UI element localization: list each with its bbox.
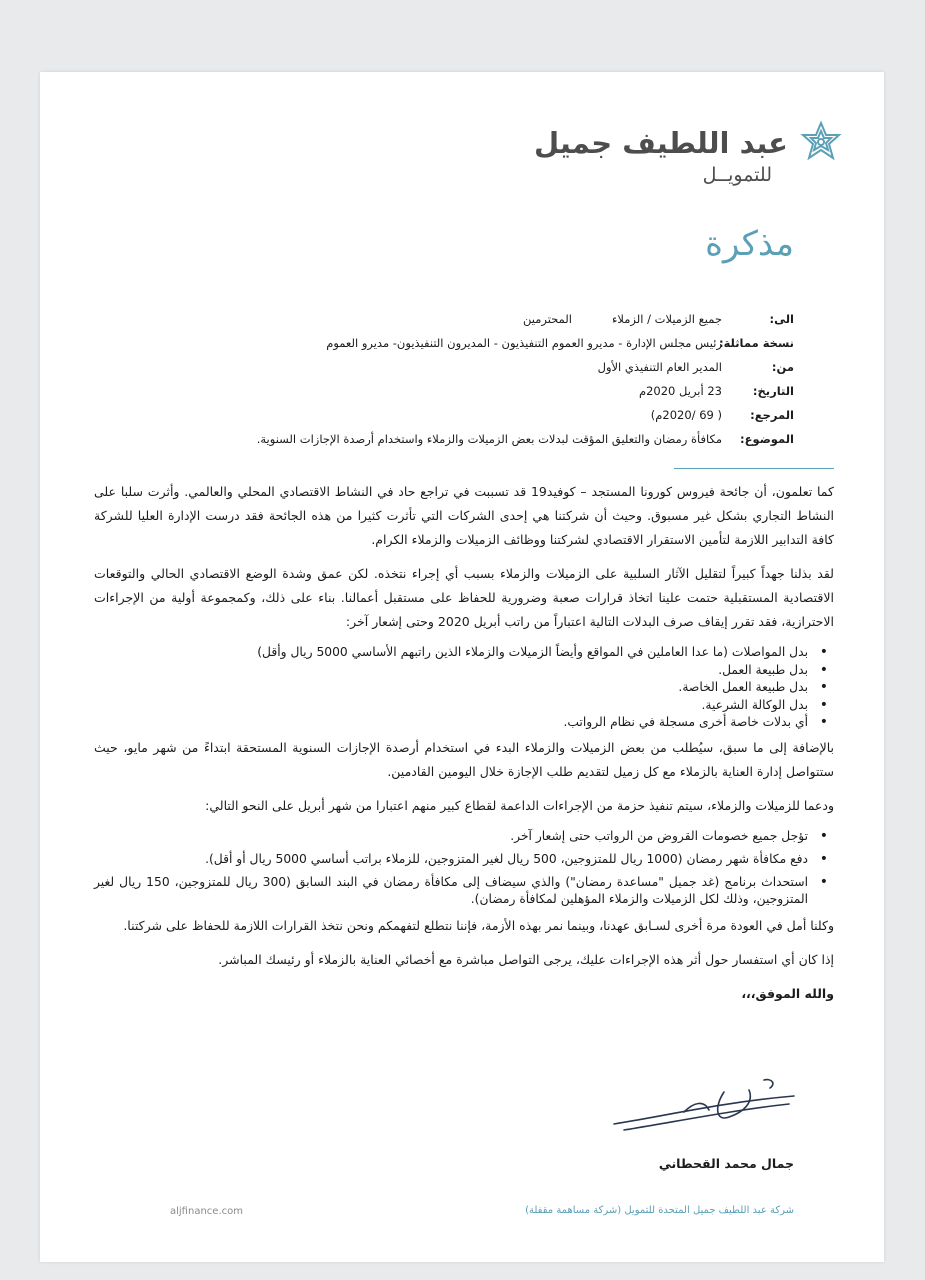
- brand-subtitle: للتمويــل: [702, 164, 772, 186]
- geometric-star-logo-icon: [798, 120, 844, 166]
- list-item: • تؤجل جميع خصومات القروض من الرواتب حتى إشعار آخر.: [94, 828, 808, 845]
- field-to-honorific: المحترمين: [522, 312, 572, 326]
- list-item: • بدل طبيعة العمل.: [94, 662, 808, 680]
- field-from-value: المدير العام التنفيذي الأول: [597, 360, 722, 374]
- field-date-value: 23 أبريل 2020م: [638, 384, 722, 398]
- field-to: [174, 312, 794, 336]
- suspended-allowances-list: [94, 644, 834, 732]
- list-item: • بدل طبيعة العمل الخاصة.: [94, 679, 808, 697]
- memo-header-fields: [174, 312, 794, 456]
- field-cc: [174, 336, 794, 360]
- footer-website: aljfinance.com: [170, 1206, 243, 1217]
- field-to-label: الى:: [769, 312, 794, 326]
- field-from-label: من:: [771, 360, 794, 374]
- paragraph-annual-leave: بالإضافة إلى ما سبق، سيُطلب من بعض الزميلات والزملاء البدء في استخدام أرصدة الإجازات السنوية المستحقة ابتداءً من شهر مايو، حيث ستتواصل إدارة العناية بالزملاء مع كل زميل لتقديم طلب الإجازة خلال اليومين القادمين.: [94, 739, 834, 779]
- brand-name: عبد اللطيف جميل: [534, 126, 788, 160]
- paragraph-measures: لقد بذلنا جهداً كبيراً لتقليل الآثار السلبية على الزميلات والزملاء بسبب أي إجراء نتخذه. لكن عمق وشدة الوضع الاقتصادي الحالي والتوقعات الاقتصادية المستقبلية حتمت علينا اتخاذ قرارات صعبة وضرورية للحفاظ على مستقبل أعمالنا. بناء على ذلك، وكمجموعة أولية من الإجراءات الاحترازية، فقد تقرر إيقاف صرف البدلات التالية اعتباراً من راتب أبريل 2020 وحتى إشعار آخر:: [94, 566, 834, 629]
- field-ref-value: ( 69 /2020م): [650, 408, 722, 422]
- handwritten-signature: [604, 1072, 804, 1142]
- footer-company-name: شركة عبد اللطيف جميل المتحدة للتمويل (شركة مساهمة مقفلة): [525, 1205, 794, 1216]
- field-to-value: [174, 312, 736, 326]
- field-date-label: التاريخ:: [752, 384, 794, 398]
- field-cc-label: نسخة مماثلة:: [718, 336, 794, 350]
- company-logo: [534, 120, 844, 200]
- list-item: • بدل الوكالة الشرعية.: [94, 697, 808, 715]
- list-item: • استحداث برنامج (غد جميل "مساعدة رمضان") والذي سيضاف إلى مكافأة رمضان في البند السابق (300 ريال للمتزوجين، 150 ريال لغير المتزوجين، وذلك لكل الزميلات والزملاء المؤهلين لمكافأة رمضان).: [94, 874, 808, 908]
- list-item: • دفع مكافأة شهر رمضان (1000 ريال للمتزوجين، 500 ريال لغير المتزوجين، للزملاء براتب أساسي 5000 ريال أو أقل).: [94, 851, 808, 868]
- memo-page: [40, 72, 884, 1262]
- field-cc-value: رئيس مجلس الإدارة - مديرو العموم التنفيذيون - المديرون التنفيذيون- مديرو العموم: [326, 336, 722, 350]
- paragraph-contact: إذا كان أي استفسار حول أثر هذه الإجراءات عليك، يرجى التواصل مباشرة مع أخصائي العناية بالزملاء أو رئيسك المباشر.: [218, 951, 834, 967]
- closing-phrase: والله الموفق،،،: [741, 985, 834, 1001]
- memo-body: [94, 480, 834, 1016]
- document-title: مذكرة: [705, 224, 794, 264]
- signatory-name: جمال محمد القحطاني: [658, 1156, 794, 1171]
- field-date: [174, 384, 794, 408]
- header-divider: [674, 468, 834, 469]
- field-subject-value: مكافأة رمضان والتعليق المؤقت لبدلات بعض الزميلات والزملاء واستخدام أرصدة الإجازات السنوية.: [256, 432, 722, 446]
- list-item: • بدل المواصلات (ما عدا العاملين في المواقع وأيضاً الزميلات والزملاء الذين راتبهم الأساسي 5000 ريال وأقل): [94, 644, 808, 662]
- paragraph-hope: وكلنا أمل في العودة مرة أخرى لسـابق عهدنا، وبينما نمر بهذه الأزمة، فإننا نتطلع لتفهمكم ونحن نتخذ القرارات اللازمة للحفاظ على شركتنا.: [123, 917, 834, 933]
- field-subject: [174, 432, 794, 456]
- support-measures-list: [94, 828, 834, 908]
- paragraph-intro: كما تعلمون، أن جائحة فيروس كورونا المستجد – كوفيد19 قد تسببت في تراجع حاد في النشاط الاقتصادي المحلي والعالمي. وأثرت سلبا على النشاط التجاري بشكل غير مسبوق. وحيث أن شركتنا هي إحدى الشركات التي تأثرت كثيرا من هذه الجائحة فقد درست الإدارة العليا للشركة كافة التدابير اللازمة لتأمين الاستقرار الاقتصادي لشركتنا ووظائف الزميلات والزملاء الكرام.: [94, 484, 834, 547]
- field-to-recipients: جميع الزميلات / الزملاء: [611, 312, 722, 326]
- field-subject-label: الموضوع:: [740, 432, 794, 446]
- field-ref: [174, 408, 794, 432]
- field-ref-label: المرجع:: [750, 408, 794, 422]
- list-item: • أي بدلات خاصة أخرى مسجلة في نظام الرواتب.: [94, 714, 808, 732]
- paragraph-support: ودعما للزميلات والزملاء، سيتم تنفيذ حزمة من الإجراءات الداعمة لقطاع كبير منهم اعتبارا من شهر أبريل على النحو التالي:: [205, 797, 834, 813]
- field-from: [174, 360, 794, 384]
